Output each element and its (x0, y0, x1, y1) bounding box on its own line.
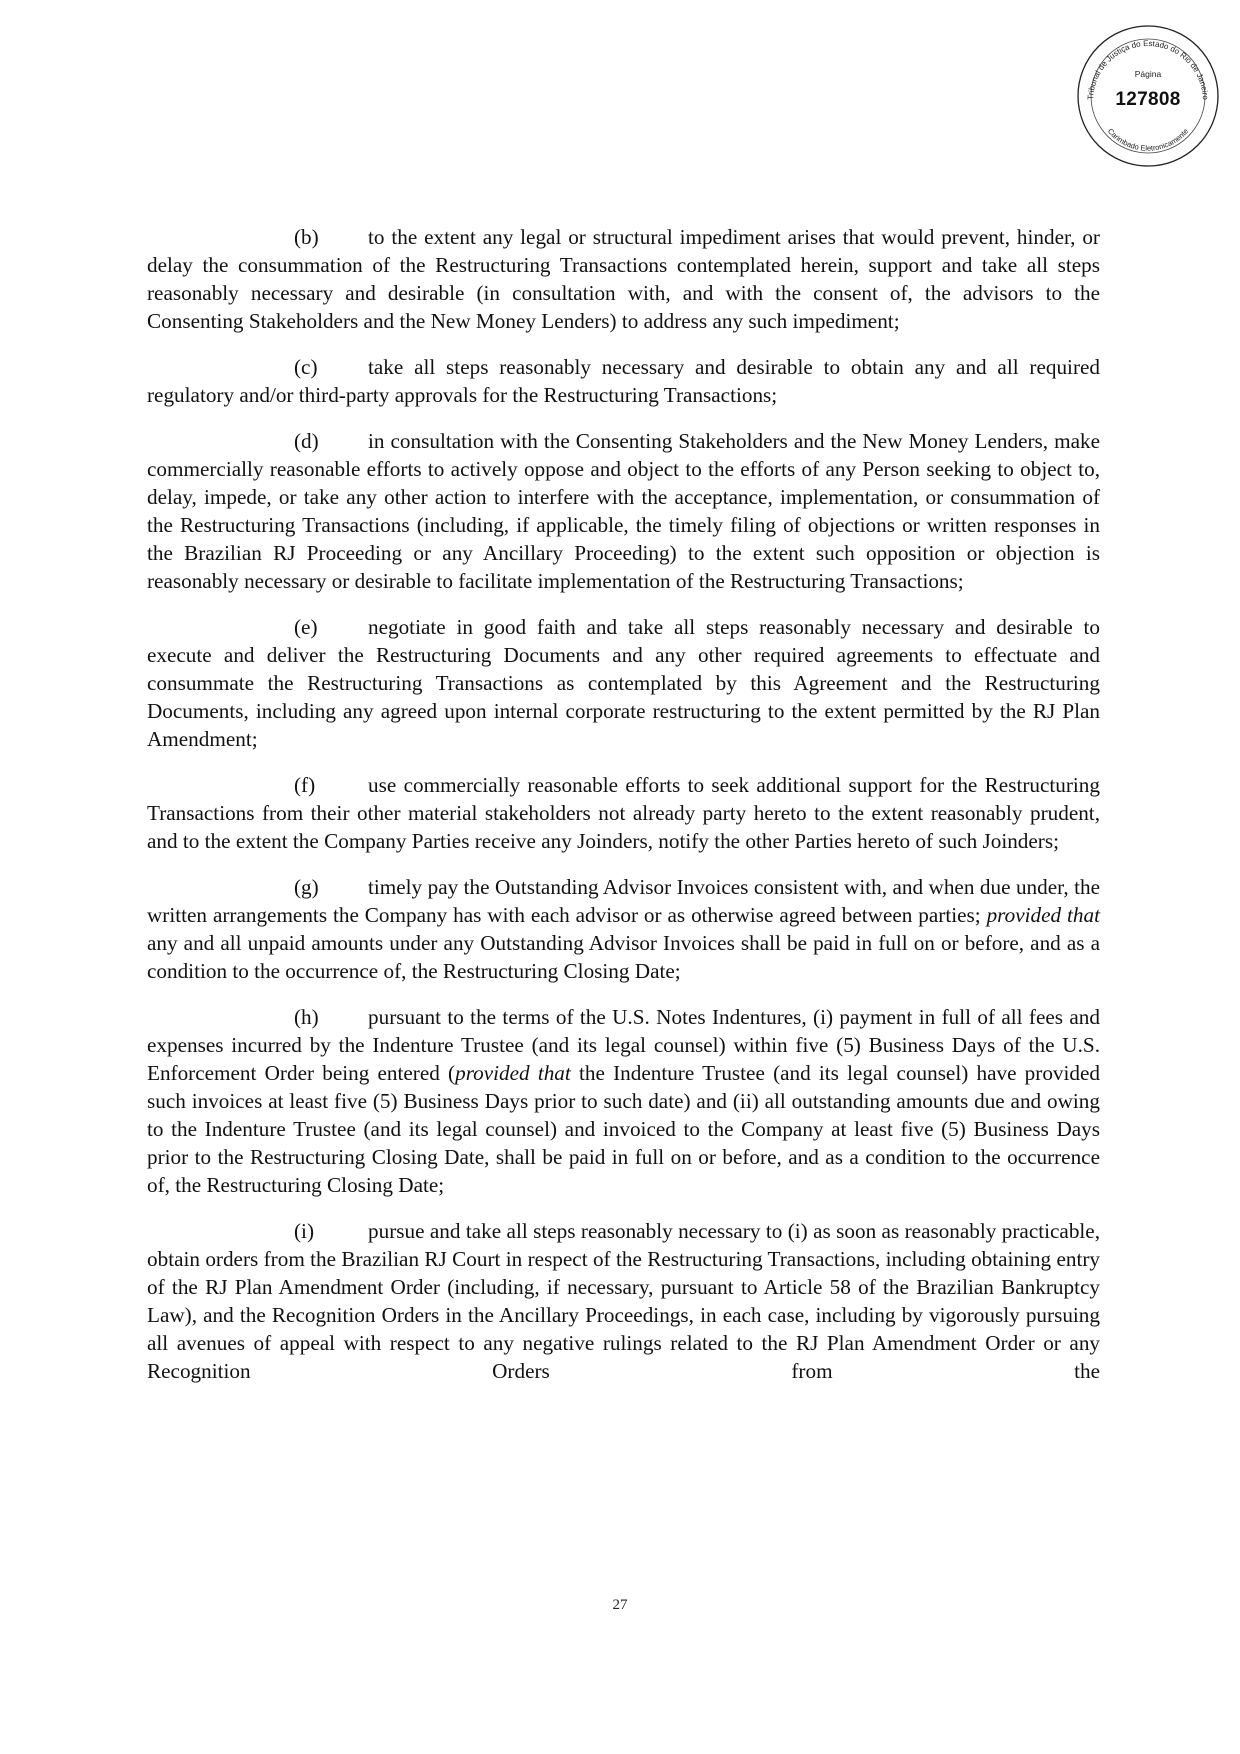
clause-italic-text: provided that (986, 903, 1100, 927)
clause-text: timely pay the Outstanding Advisor Invoices consistent with, and when due under, the written arrangements the Company has with each advisor or as otherwise agreed between parties; (147, 875, 1100, 927)
page-number: 27 (612, 1597, 628, 1613)
document-body (147, 223, 1100, 1403)
court-stamp (1075, 23, 1221, 169)
clause-text: pursue and take all steps reasonably necessary to (i) as soon as reasonably practicable, obtain orders from the Brazilian RJ Court in respect of the Restructuring Transactions, including obtaining entry of the RJ Plan Amendment Order (including, if necessary, pursuant to Article 58 of the Brazilian Bankruptcy Law), and the Recognition Orders in the Ancillary Proceedings, in each case, including by vigorously pursuing all avenues of appeal with respect to any negative rulings related to the RJ Plan Amendment Order or any Recognition Orders from the (147, 1219, 1100, 1383)
clause-text: any and all unpaid amounts under any Outstanding Advisor Invoices shall be paid in full on or before, and as a condition to the occurrence of, the Restructuring Closing Date; (147, 931, 1100, 983)
clause-label: (c) (294, 355, 318, 379)
clause-italic-text: provided that (455, 1061, 571, 1085)
clause-label: (d) (294, 429, 319, 453)
clause-e (147, 613, 1100, 753)
clause-text: negotiate in good faith and take all steps reasonably necessary and desirable to execute and deliver the Restructuring Documents and any other required agreements to effectuate and consummate the Restructuring Transactions as contemplated by this Agreement and the Restructuring Documents, including any agreed upon internal corporate restructuring to the extent permitted by the RJ Plan Amendment; (147, 615, 1100, 751)
clause-h (147, 1003, 1100, 1199)
clause-label: (b) (294, 225, 319, 249)
clause-text: take all steps reasonably necessary and desirable to obtain any and all required regulatory and/or third-party approvals for the Restructuring Transactions; (147, 355, 1100, 407)
clause-label: (i) (294, 1219, 314, 1243)
stamp-arc-bottom-text: Carimbado Eletronicamente (1105, 126, 1191, 153)
clause-label: (h) (294, 1005, 319, 1029)
stamp-page-number: 127808 (1115, 89, 1181, 110)
stamp-arc-top-text: Tribunal de Justiça do Estado do Rio de Janeiro (1085, 38, 1211, 101)
clause-label: (f) (294, 773, 316, 797)
clause-i (147, 1217, 1100, 1385)
clause-label: (g) (294, 875, 319, 899)
svg-text:Carimbado Eletronicamente (1106, 127, 1190, 153)
clause-d (147, 427, 1100, 595)
clause-label: (e) (294, 615, 318, 639)
stamp-page-label: Página (1134, 69, 1162, 79)
clause-c (147, 353, 1100, 409)
clause-text: pursuant to the terms of the U.S. Notes Indentures, (i) payment in full of all fees and expenses incurred by the Indenture Trustee (and its legal counsel) within five (5) Business Days of the U.S. Enforcement Order being entered ( (147, 1005, 1100, 1085)
clause-b (147, 223, 1100, 335)
clause-f (147, 771, 1100, 855)
clause-text: the Indenture Trustee (and its legal counsel) have provided such invoices at least five (5) Business Days prior to such date) and (ii) all outstanding amounts due and owing to the Indenture Trustee (and its legal counsel) and invoiced to the Company at least five (5) Business Days prior to the Restructuring Closing Date, shall be paid in full on or before, and as a condition to the occurrence of, the Restructuring Closing Date; (147, 1061, 1100, 1197)
clause-text: use commercially reasonable efforts to seek additional support for the Restructuring Transactions from their other material stakeholders not already party hereto to the extent reasonably prudent, and to the extent the Company Parties receive any Joinders, notify the other Parties hereto of such Joinders; (147, 773, 1100, 853)
clause-text: in consultation with the Consenting Stakeholders and the New Money Lenders, make commercially reasonable efforts to actively oppose and object to the efforts of any Person seeking to object to, delay, impede, or take any other action to interfere with the acceptance, implementation, or consummation of the Restructuring Transactions (including, if applicable, the timely filing of objections or written responses in the Brazilian RJ Proceeding or any Ancillary Proceeding) to the extent such opposition or objection is reasonably necessary or desirable to facilitate implementation of the Restructuring Transactions; (147, 429, 1100, 593)
clause-g (147, 873, 1100, 985)
clause-text: to the extent any legal or structural impediment arises that would prevent, hinder, or delay the consummation of the Restructuring Transactions contemplated herein, support and take all steps reasonably necessary and desirable (in consultation with, and with the consent of, the advisors to the Consenting Stakeholders and the New Money Lenders) to address any such impediment; (147, 225, 1100, 333)
